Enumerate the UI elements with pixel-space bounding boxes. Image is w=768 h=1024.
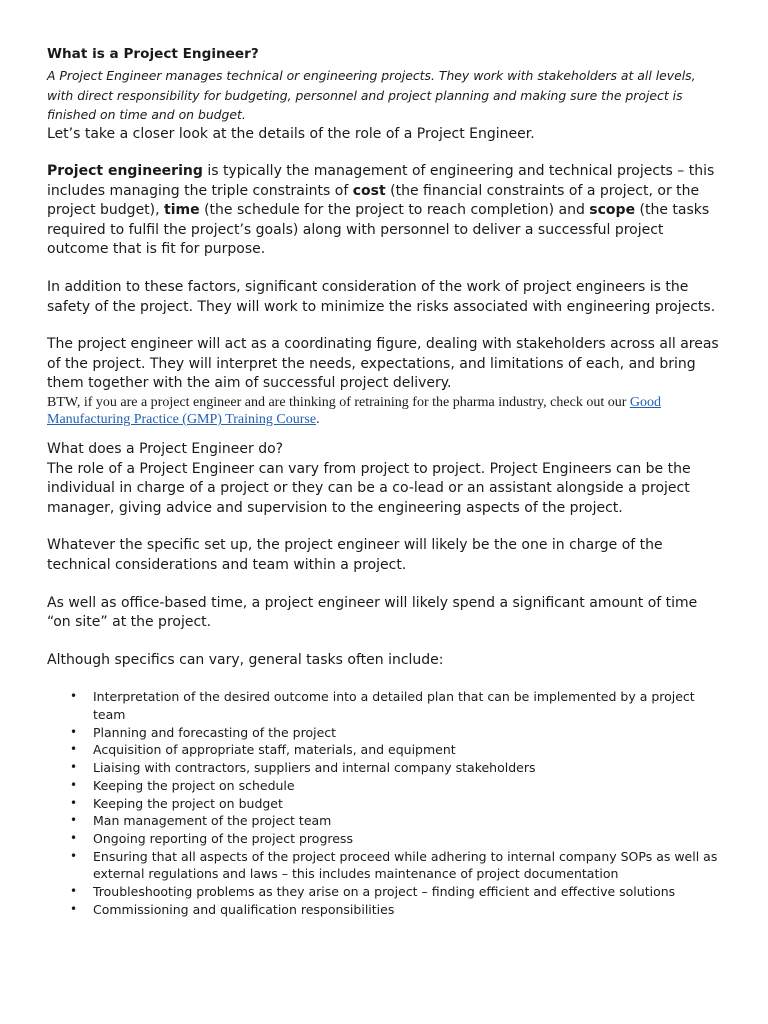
bullet-icon: • xyxy=(70,742,78,757)
page-title: What is a Project Engineer? xyxy=(47,46,259,62)
coordinating-paragraph: The project engineer will act as a coordinating figure, dealing with stakeholders across all areas of the project. They will interpret the needs, expectations, and limitations of each, and bring them together with the aim of successful project delivery. xyxy=(47,336,719,392)
tasks-intro-paragraph: Although specifics can vary, general tasks often include: xyxy=(47,651,444,668)
spacer xyxy=(47,633,722,651)
bullet-icon: • xyxy=(70,831,78,845)
task-list-item xyxy=(70,688,722,723)
task-list-item xyxy=(70,901,722,919)
task-list-item xyxy=(70,812,722,830)
btw-paragraph xyxy=(47,394,722,428)
bullet-icon: • xyxy=(70,724,78,739)
text-span: (the financial constraints of a project, or the project budget), xyxy=(47,182,700,219)
bullet-icon: • xyxy=(70,848,78,863)
task-list-item xyxy=(70,777,722,795)
btw-end: . xyxy=(316,412,320,428)
text-span: (the tasks required to fulfil the project’s goals) along with personnel to deliver a successful project outcome that is fit for purpose. xyxy=(47,202,710,258)
spacer xyxy=(47,518,722,536)
closer-look-paragraph: Let’s take a closer look at the details of the role of a Project Engineer. xyxy=(47,125,535,142)
task-list xyxy=(47,688,722,918)
btw-text: BTW, if you are a project engineer and are thinking of retraining for the pharma industry, check out our xyxy=(47,395,630,411)
task-text: Commissioning and qualification responsibilities xyxy=(93,901,395,917)
term-cost: cost xyxy=(352,182,386,199)
spacer xyxy=(47,428,722,440)
task-list-item xyxy=(70,883,722,901)
task-text: Acquisition of appropriate staff, materials, and equipment xyxy=(93,742,456,758)
intro-paragraph: A Project Engineer manages technical or engineering projects. They work with stakeholders at all levels, with direct responsibility for budgeting, personnel and project planning and making sure the project is finished on time and on budget. xyxy=(47,68,696,122)
task-text: Keeping the project on budget xyxy=(93,795,283,811)
onsite-paragraph: As well as office-based time, a project engineer will likely spend a significant amount of time “on site” at the project. xyxy=(47,594,698,631)
bullet-icon: • xyxy=(70,901,78,916)
gmp-course-link[interactable]: Good Manufacturing Practice (GMP) Training Course xyxy=(47,395,661,428)
bullet-icon: • xyxy=(70,884,78,899)
term-project-engineering: Project engineering xyxy=(47,163,203,180)
task-text: Troubleshooting problems as they arise on a project – finding efficient and effective solutions xyxy=(93,884,676,900)
project-engineering-paragraph xyxy=(47,162,722,260)
task-text: Ongoing reporting of the project progress xyxy=(93,831,353,846)
task-list-item xyxy=(70,759,722,777)
text-span: is typically the management of engineering and technical projects – this includes managing the triple constraints of xyxy=(47,163,715,199)
task-text: Planning and forecasting of the project xyxy=(93,724,337,740)
section-question: What does a Project Engineer do? xyxy=(47,441,284,458)
task-list-item xyxy=(70,724,722,742)
spacer xyxy=(47,144,722,162)
task-list-item xyxy=(70,741,722,759)
text-span: (the schedule for the project to reach completion) and xyxy=(199,202,590,219)
setup-paragraph: Whatever the specific set up, the project engineer will likely be the one in charge of the technical considerations and team within a project. xyxy=(47,537,663,573)
spacer xyxy=(47,317,722,335)
bullet-icon: • xyxy=(70,777,78,792)
safety-paragraph: In addition to these factors, significant consideration of the work of project engineers is the safety of the project. They will work to minimize the risks associated with engineering projects. xyxy=(47,279,716,315)
task-text: Liaising with contractors, suppliers and internal company stakeholders xyxy=(93,760,536,776)
bullet-icon: • xyxy=(70,813,78,828)
task-text: Keeping the project on schedule xyxy=(93,777,295,793)
task-list-item xyxy=(70,795,722,813)
task-text: Interpretation of the desired outcome into a detailed plan that can be implemented by a project team xyxy=(93,689,695,723)
task-text: Ensuring that all aspects of the project proceed while adhering to internal company SOPs as well as external regulations and laws – this includes maintenance of project documentation xyxy=(93,848,718,882)
task-list-item xyxy=(70,848,722,883)
bullet-icon: • xyxy=(70,760,78,775)
term-time: time xyxy=(164,202,200,219)
spacer xyxy=(47,576,722,594)
bullet-icon: • xyxy=(70,795,78,810)
role-paragraph: The role of a Project Engineer can vary from project to project. Project Engineers can be the individual in charge of a project or they can be a co-lead or an assistant alongside a project manager, giving advice and supervision to the engineering aspects of the project. xyxy=(47,460,691,516)
bullet-icon: • xyxy=(70,689,78,704)
task-text: Man management of the project team xyxy=(93,813,332,829)
term-scope: scope xyxy=(589,202,636,219)
task-list-item xyxy=(70,830,722,848)
spacer xyxy=(47,260,722,278)
